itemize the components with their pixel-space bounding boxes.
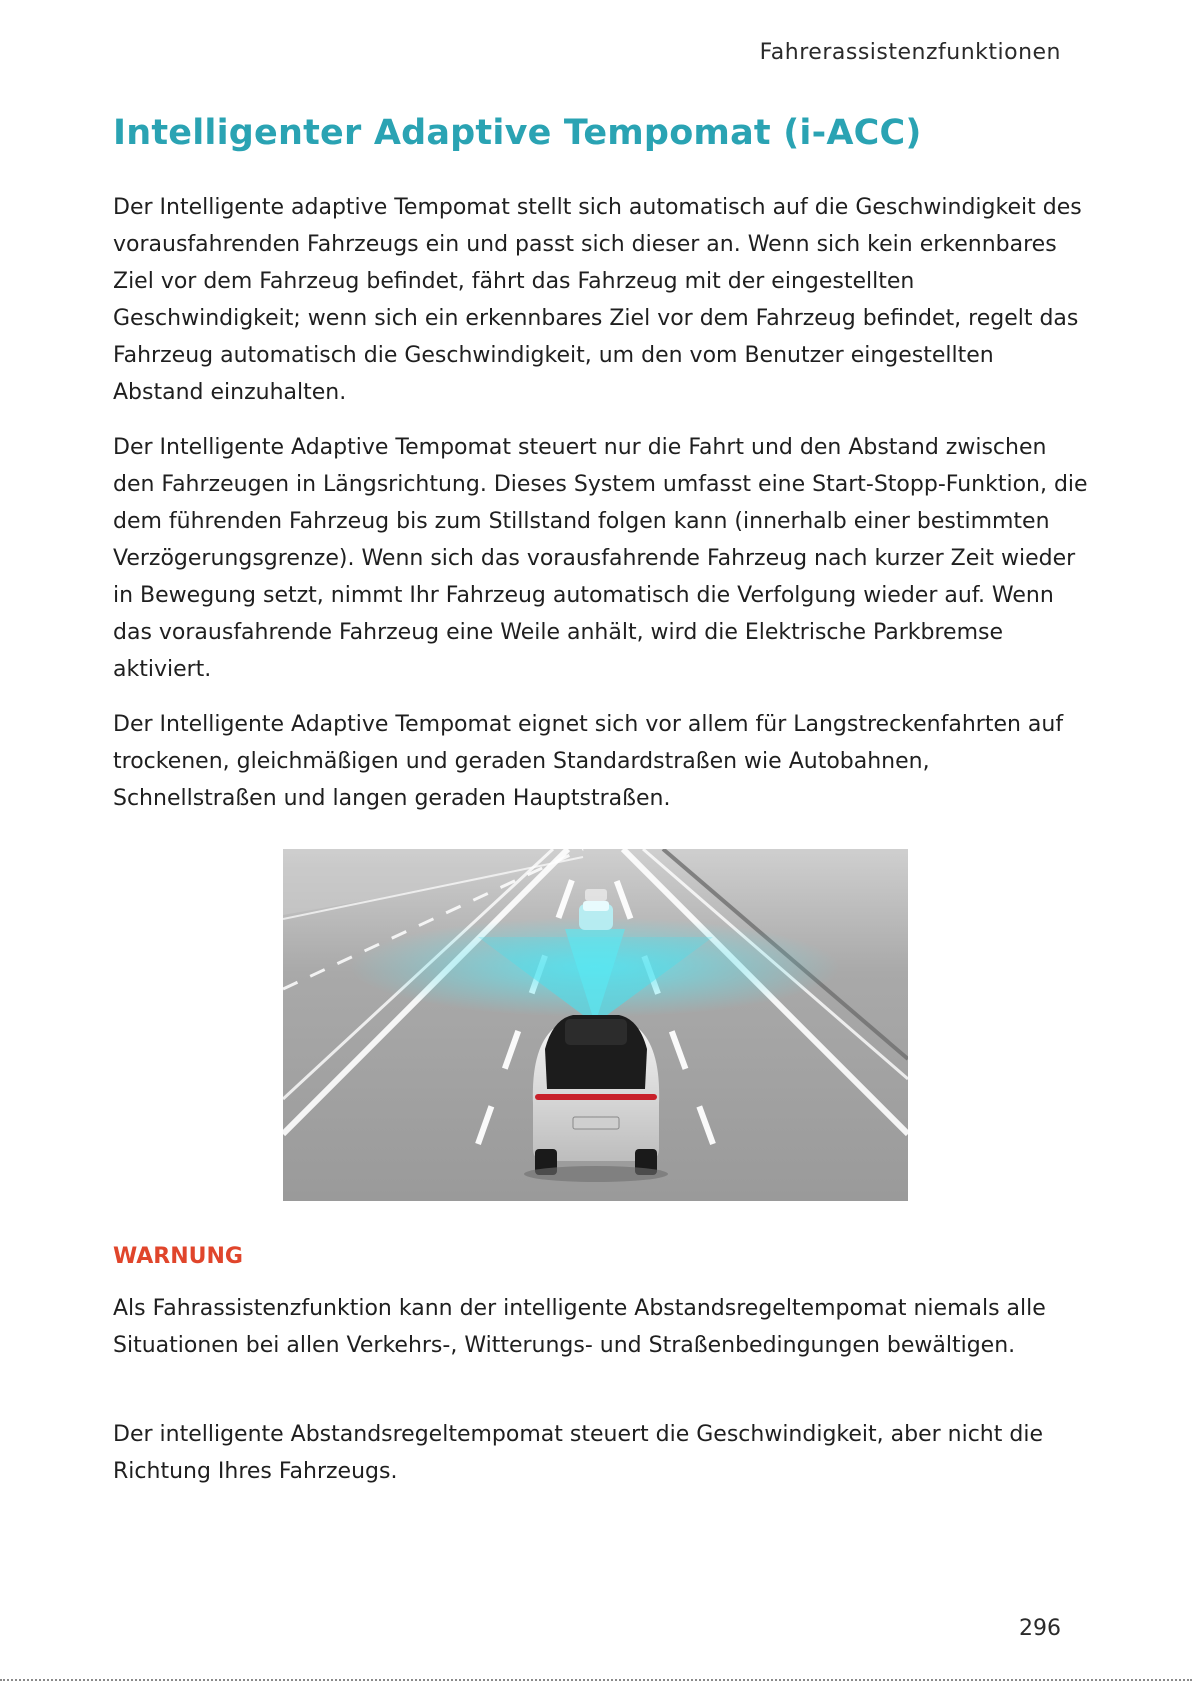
body-paragraph: Der Intelligente Adaptive Tempomat steuert nur die Fahrt und den Abstand zwischen den Fahrzeugen in Längsrichtung. Dieses System umfasst eine Start-Stopp-Funktion, die dem führenden Fahrzeug bis zum Stillstand folgen kann (innerhalb einer bestimmten Verzögerungsgrenze). Wenn sich das vorausfahrende Fahrzeug nach kurzer Zeit wieder in Bewegung setzt, nimmt Ihr Fahrzeug automatisch die Verfolgung wieder auf. Wenn das vorausfahrende Fahrzeug eine Weile anhält, wird die Elektrische Parkbremse aktiviert. [113, 435, 1088, 682]
ego-vehicle [524, 1015, 668, 1182]
acc-illustration [283, 849, 908, 1201]
body-paragraph: Der Intelligente Adaptive Tempomat eignet sich vor allem für Langstreckenfahrten auf trockenen, gleichmäßigen und geraden Standardstraßen wie Autobahnen, Schnellstraßen und langen geraden Hauptstraßen. [113, 712, 1064, 811]
page-title: Intelligenter Adaptive Tempomat (i-ACC) [113, 113, 922, 153]
bottom-rule [0, 1679, 1192, 1685]
body-paragraph: Der Intelligente adaptive Tempomat stellt sich automatisch auf die Geschwindigkeit des vorausfahrenden Fahrzeugs ein und passt sich dieser an. Wenn sich kein erkennbares Ziel vor dem Fahrzeug befindet, fährt das Fahrzeug mit der eingestellten Geschwindigkeit; wenn sich ein erkennbares Ziel vor dem Fahrzeug befindet, regelt das Fahrzeug automatisch die Geschwindigkeit, um den vom Benutzer eingestellten Abstand einzuhalten. [113, 195, 1082, 405]
warning-paragraph: Als Fahrassistenzfunktion kann der intelligente Abstandsregeltempomat niemals alle Situationen bei allen Verkehrs-, Witterungs- und Straßenbedingungen bewältigen. [113, 1296, 1046, 1358]
warning-paragraph: Der intelligente Abstandsregeltempomat steuert die Geschwindigkeit, aber nicht die Richtung Ihres Fahrzeugs. [113, 1422, 1043, 1484]
running-header: Fahrerassistenzfunktionen [759, 40, 1061, 65]
page-number: 296 [1019, 1616, 1061, 1641]
warning-label: WARNUNG [113, 1244, 243, 1269]
